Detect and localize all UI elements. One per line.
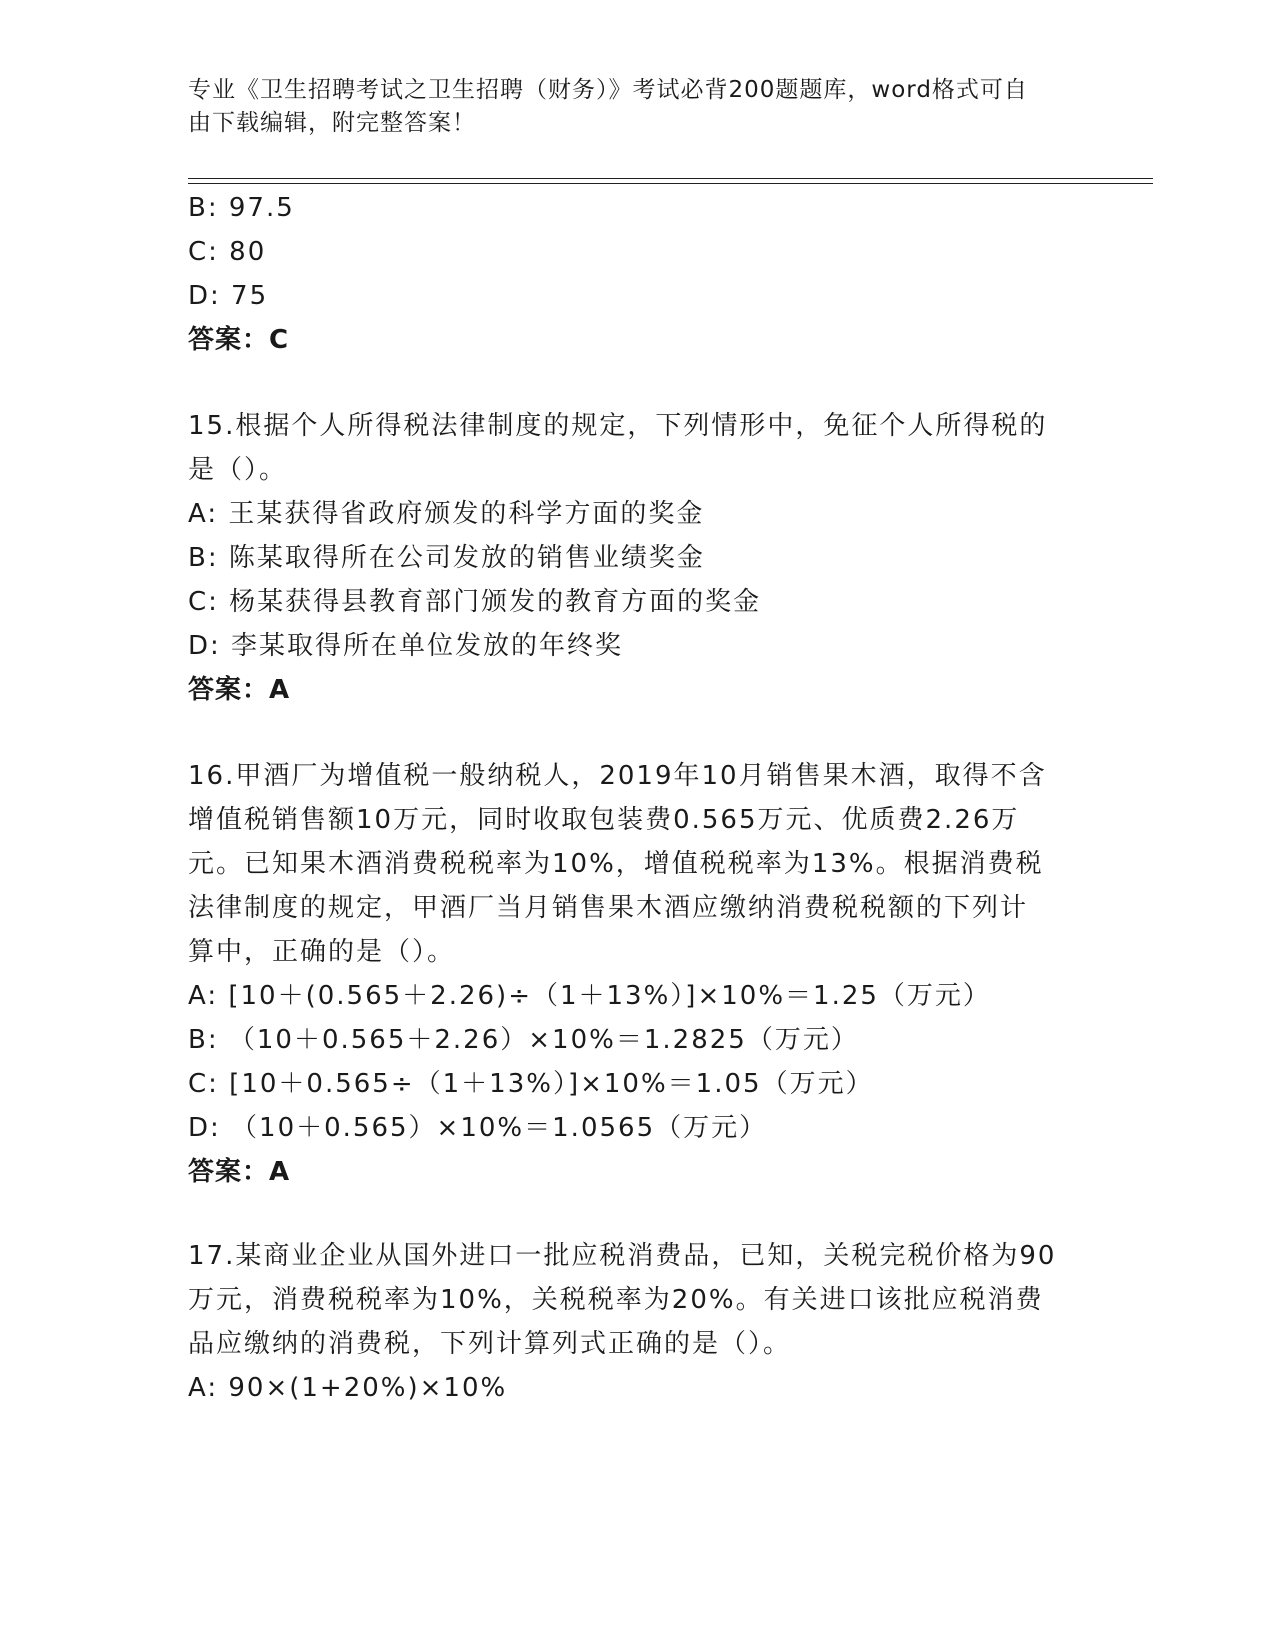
q16-stem-line-3: 元。已知果木酒消费税税率为10%，增值税税率为13%。根据消费税 bbox=[188, 849, 1044, 879]
q14-answer: 答案：C bbox=[188, 325, 290, 355]
header-line-2: 由下载编辑，附完整答案！ bbox=[188, 110, 476, 136]
q15-option-d: D: 李某取得所在单位发放的年终奖 bbox=[188, 631, 624, 661]
q15-answer: 答案：A bbox=[188, 675, 291, 705]
q16-option-c: C: [10＋0.565÷（1＋13%）]×10%＝1.05（万元） bbox=[188, 1069, 874, 1099]
q14-option-b: B: 97.5 bbox=[188, 193, 295, 223]
q17-stem-line-3: 品应缴纳的消费税，下列计算列式正确的是（）。 bbox=[188, 1329, 792, 1359]
q14-option-c: C: 80 bbox=[188, 237, 267, 267]
q16-answer: 答案：A bbox=[188, 1157, 291, 1187]
q16-stem-line-4: 法律制度的规定，甲酒厂当月销售果木酒应缴纳消费税税额的下列计 bbox=[188, 893, 1029, 923]
document-header bbox=[188, 74, 1078, 140]
q17-option-a: A: 90×(1+20%)×10% bbox=[188, 1373, 508, 1403]
q15-stem-line-1: 15.根据个人所得税法律制度的规定，下列情形中，免征个人所得税的 bbox=[188, 411, 1048, 441]
q15-stem-line-2: 是（）。 bbox=[188, 455, 288, 485]
header-divider-bottom bbox=[188, 183, 1153, 184]
q15-option-c: C: 杨某获得县教育部门颁发的教育方面的奖金 bbox=[188, 587, 762, 617]
q15-option-a: A: 王某获得省政府颁发的科学方面的奖金 bbox=[188, 499, 705, 529]
q16-option-a: A: [10＋(0.565＋2.26)÷（1＋13%）]×10%＝1.25（万元） bbox=[188, 981, 991, 1011]
q16-stem-line-1: 16.甲酒厂为增值税一般纳税人，2019年10月销售果木酒，取得不含 bbox=[188, 761, 1047, 791]
q17-stem-line-2: 万元，消费税税率为10%，关税税率为20%。有关进口该批应税消费 bbox=[188, 1285, 1044, 1315]
q15-option-b: B: 陈某取得所在公司发放的销售业绩奖金 bbox=[188, 543, 705, 573]
q14-option-d: D: 75 bbox=[188, 281, 269, 311]
q17-stem-line-1: 17.某商业企业从国外进口一批应税消费品，已知，关税完税价格为90 bbox=[188, 1241, 1057, 1271]
q16-stem-line-2: 增值税销售额10万元，同时收取包装费0.565万元、优质费2.26万 bbox=[188, 805, 1020, 835]
q16-stem-line-5: 算中，正确的是（）。 bbox=[188, 937, 456, 967]
header-divider-top bbox=[188, 178, 1153, 179]
q16-option-b: B: （10＋0.565＋2.26）×10%＝1.2825（万元） bbox=[188, 1025, 859, 1055]
q16-option-d: D: （10＋0.565）×10%＝1.0565（万元） bbox=[188, 1113, 768, 1143]
header-line-1: 专业《卫生招聘考试之卫生招聘（财务）》考试必背200题题库，word格式可自 bbox=[188, 77, 1028, 103]
